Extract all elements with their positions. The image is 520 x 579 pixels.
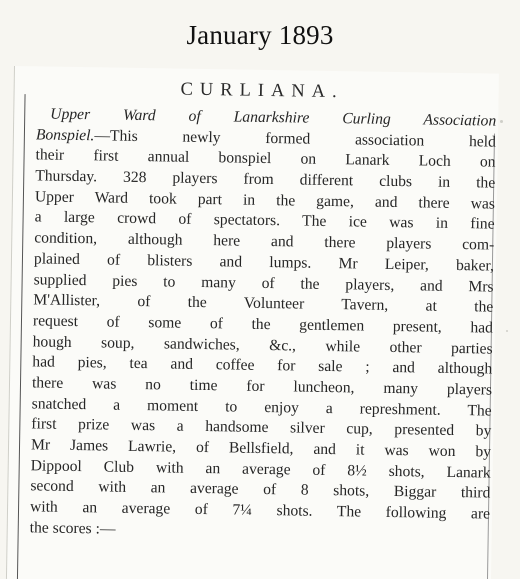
article-line: condition, although here and there players com- <box>34 229 495 254</box>
article-line: Thursday. 328 players from different clubs in the <box>35 167 496 192</box>
article-line: request of some of the gentlemen present, had <box>32 312 494 337</box>
article-line: Upper Ward of Lanarkshire Curling Association <box>50 105 497 130</box>
article-line: the scores :— <box>29 519 116 538</box>
article-body <box>30 104 497 546</box>
section-title: CURLIANA. <box>180 79 344 103</box>
newspaper-clipping <box>6 66 499 579</box>
article-line: Dippool Club with an average of 8½ shots, Lanark <box>30 457 491 482</box>
article-line: had pies, tea and coffee for sale ; and although <box>32 353 493 378</box>
article-line: a large crowd of spectators. The ice was in fine <box>34 208 495 234</box>
article-line: snatched a moment to enjoy a represhment. The <box>31 394 492 420</box>
page-date-heading: January 1893 <box>186 20 334 50</box>
column-rule-left <box>17 94 26 579</box>
article-line-run: —This newly formed association held <box>94 126 497 151</box>
article-line: their first annual bonspiel on Lanark Loch on <box>35 146 496 171</box>
scan-speck <box>506 330 508 332</box>
article-line: hough soup, sandwiches, &c., while other parties <box>32 332 493 358</box>
article-line: Mr James Lawrie, of Bellsfield, and it was won by <box>30 436 492 461</box>
article-line-italic-run: Bonspiel. <box>35 126 95 144</box>
article-line: M'Allister, of the Volunteer Tavern, at the <box>33 291 494 316</box>
article-line: first prize was a handsome silver cup, presented by <box>31 415 492 440</box>
scan-speck <box>500 120 503 123</box>
article-line: Upper Ward took part in the game, and there was <box>34 188 496 213</box>
article-line: there was no time for luncheon, many players <box>31 374 493 399</box>
article-line: plained of blisters and lumps. Mr Leiper, baker, <box>33 250 495 275</box>
article-line: with an average of 7¼ shots. The following are <box>29 498 491 523</box>
article-line: supplied pies to many of the players, and Mrs <box>33 270 494 296</box>
article-line: second with an average of 8 shots, Biggar third <box>30 477 491 502</box>
